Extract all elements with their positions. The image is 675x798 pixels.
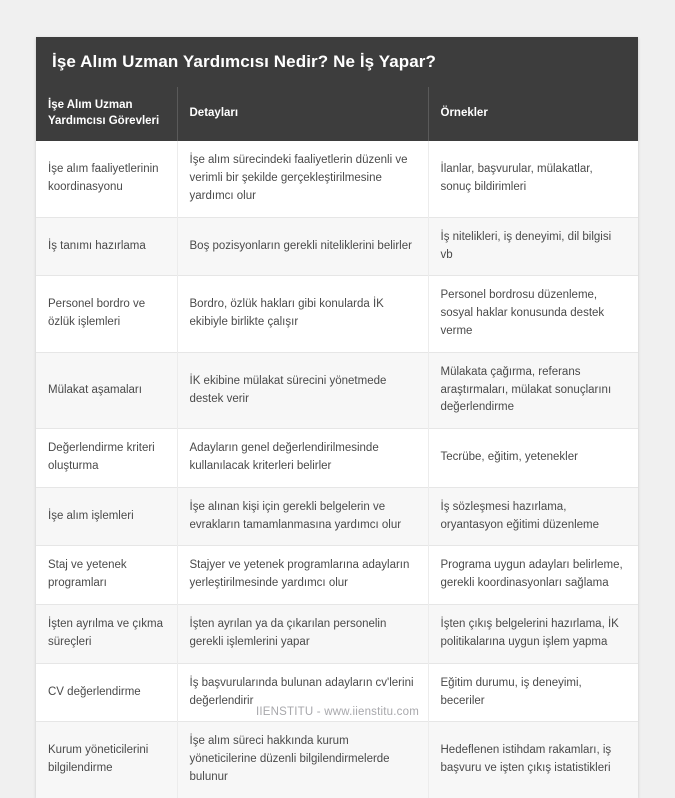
- cell-details: İş başvurularında bulunan adayların cv'lerini değerlendirir: [177, 663, 428, 722]
- cell-details: Adayların genel değerlendirilmesinde kullanılacak kriterleri belirler: [177, 429, 428, 488]
- cell-details: İK ekibine mülakat sürecini yönetmede destek verir: [177, 352, 428, 428]
- cell-examples: İlanlar, başvurular, mülakatlar, sonuç bildirimleri: [440, 163, 593, 193]
- cell-task: Personel bordro ve özlük işlemleri: [36, 276, 177, 352]
- table-row: [36, 217, 638, 276]
- page-title: İşe Alım Uzman Yardımcısı Nedir? Ne İş Yapar?: [36, 37, 638, 87]
- duties-table: [36, 87, 638, 798]
- table-row: [36, 605, 638, 664]
- table-body: [36, 141, 638, 798]
- cell-examples: İş nitelikleri, iş deneyimi, dil bilgisi vb: [428, 217, 638, 276]
- table-row: [36, 141, 638, 217]
- table-row: [36, 429, 638, 488]
- table-row: [36, 546, 638, 605]
- column-header-details: Detayları: [177, 87, 428, 141]
- cell-examples: Mülakata çağırma, referans araştırmaları, mülakat sonuçlarını değerlendirme: [428, 352, 638, 428]
- cell-examples: Personel bordrosu düzenleme, sosyal haklar konusunda destek verme: [428, 276, 638, 352]
- cell-examples: Programa uygun adayları belirleme, gerekli koordinasyonları sağlama: [428, 546, 638, 605]
- info-card: [36, 37, 638, 798]
- cell-task: İş tanımı hazırlama: [36, 217, 177, 276]
- cell-task: İşten ayrılma ve çıkma süreçleri: [36, 605, 177, 664]
- cell-details: İşe alınan kişi için gerekli belgelerin ve evrakların tamamlanmasına yardımcı olur: [177, 487, 428, 546]
- table-header: [36, 87, 638, 141]
- cell-details: İşe alım süreci hakkında kurum yöneticilerine düzenli bilgilendirmelerde bulunur: [177, 722, 428, 798]
- cell-task: Mülakat aşamaları: [36, 352, 177, 428]
- cell-examples: İşten çıkış belgelerini hazırlama, İK politikalarına uygun işlem yapma: [428, 605, 638, 664]
- table-row: [36, 487, 638, 546]
- table-row: [36, 276, 638, 352]
- cell-task: Staj ve yetenek programları: [36, 546, 177, 605]
- table-row: [36, 722, 638, 798]
- cell-task: Değerlendirme kriteri oluşturma: [36, 429, 177, 488]
- cell-examples: Hedeflenen istihdam rakamları, iş başvuru ve işten çıkış istatistikleri: [428, 722, 638, 798]
- cell-details: İşten ayrılan ya da çıkarılan personelin gerekli işlemlerini yapar: [177, 605, 428, 664]
- cell-examples: Eğitim durumu, iş deneyimi, beceriler: [428, 663, 638, 722]
- footer-attribution: IIENSTITU - www.iienstitu.com: [256, 706, 419, 718]
- cell-task: İşe alım işlemleri: [36, 487, 177, 546]
- cell-details: Bordro, özlük hakları gibi konularda İK ekibiyle birlikte çalışır: [177, 276, 428, 352]
- cell-examples: Tecrübe, eğitim, yetenekler: [428, 429, 638, 488]
- column-header-tasks: İşe Alım Uzman Yardımcısı Görevleri: [36, 87, 177, 141]
- cell-details: İşe alım sürecindeki faaliyetlerin düzenli ve verimli bir şekilde gerçekleştirilmesine yardımcı olur: [177, 141, 428, 217]
- cell-details: Boş pozisyonların gerekli niteliklerini belirler: [177, 217, 428, 276]
- cell-task: CV değerlendirme: [36, 663, 177, 722]
- table-row: [36, 352, 638, 428]
- table-header-row: [36, 87, 638, 141]
- cell-task: İşe alım faaliyetlerinin koordinasyonu: [36, 141, 177, 217]
- cell-details: Stajyer ve yetenek programlarına adayların yerleştirilmesinde yardımcı olur: [177, 546, 428, 605]
- cell-examples: İş sözleşmesi hazırlama, oryantasyon eğitimi düzenleme: [428, 487, 638, 546]
- cell-task: Kurum yöneticilerini bilgilendirme: [36, 722, 177, 798]
- column-header-examples: Örnekler: [440, 107, 488, 119]
